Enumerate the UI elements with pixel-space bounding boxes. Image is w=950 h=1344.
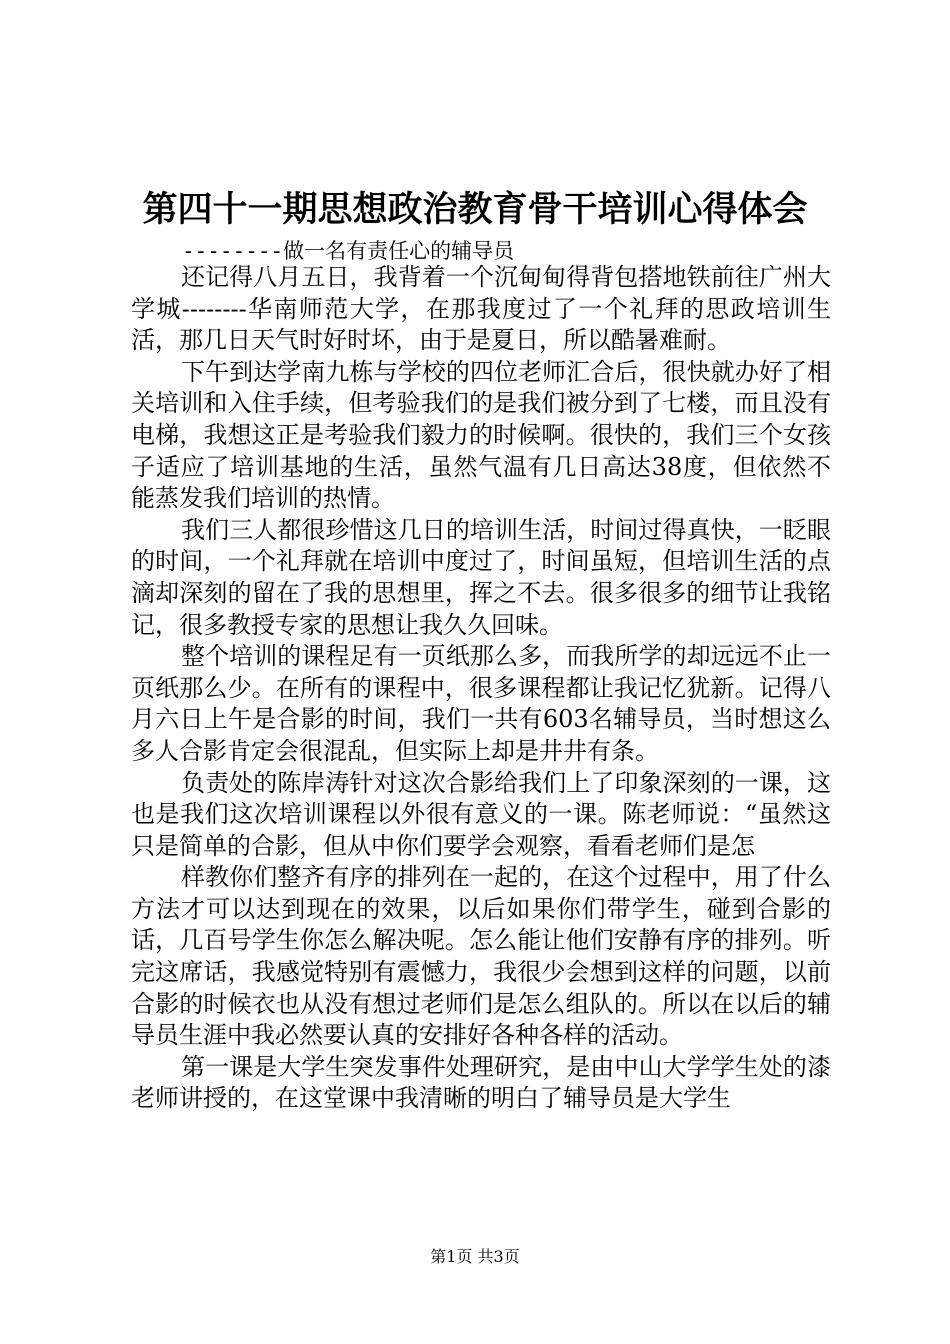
paragraph: 样教你们整齐有序的排列在一起的，在这个过程中，用了什么方法才可以达到现在的效果，以后如果你们带学生，碰到合影的话，几百号学生你怎么解决呢。怎么能让他们安静有序的排列。听完这席话，我感觉特别有震憾力，我很少会想到这样的问题，以前合影的时候衣也从没有想过老师们是怎么组队的。所以在以后的辅导员生涯中我必然要认真的安排好各种各样的活动。 [131,863,831,1050]
paragraph: 负责处的陈岸涛针对这次合影给我们上了印象深刻的一课，这也是我们这次培训课程以外很有意义的一课。陈老师说：“虽然这只是简单的合影，但从中你们要学会观察，看看老师们是怎 [131,768,831,860]
document-title: 第四十一期思想政治教育骨干培训心得体会 [142,189,808,230]
paragraph: 还记得八月五日，我背着一个沉甸甸得背包搭地铁前往广州大学城--------华南师范大学，在那我度过了一个礼拜的思政培训生活，那几日天气时好时坏，由于是夏日，所以酷暑难耐。 [131,263,831,355]
page-number-footer: 第1页 共3页 [430,1247,520,1266]
paragraph: 整个培训的课程足有一页纸那么多，而我所学的却远远不止一页纸那么少。在所有的课程中，很多课程都让我记忆犹新。记得八月六日上午是合影的时间，我们一共有603名辅导员，当时想这么多人合影肯定会很混乱，但实际上却是井井有条。 [131,642,831,765]
paragraph: 第一课是大学生突发事件处理研究，是由中山大学学生处的漆老师讲授的，在这堂课中我清晰的明白了辅导员是大学生 [131,1052,831,1113]
paragraph: 下午到达学南九栋与学校的四位老师汇合后，很快就办好了相关培训和入住手续，但考验我们的是我们被分到了七楼，而且没有电梯，我想这正是考验我们毅力的时候啊。很快的，我们三个女孩子适应了培训基地的生活，虽然气温有几日高达38度，但依然不能蒸发我们培训的热情。 [131,357,831,513]
paragraph: 我们三人都很珍惜这几日的培训生活，时间过得真快，一眨眼的时间，一个礼拜就在培训中度过了，时间虽短，但培训生活的点滴却深刻的留在了我的思想里，挥之不去。很多很多的细节让我铭记，很多教授专家的思想让我久久回味。 [131,515,831,639]
document-subtitle: --------做一名有责任心的辅导员 [182,239,515,263]
document-body [131,262,831,1115]
